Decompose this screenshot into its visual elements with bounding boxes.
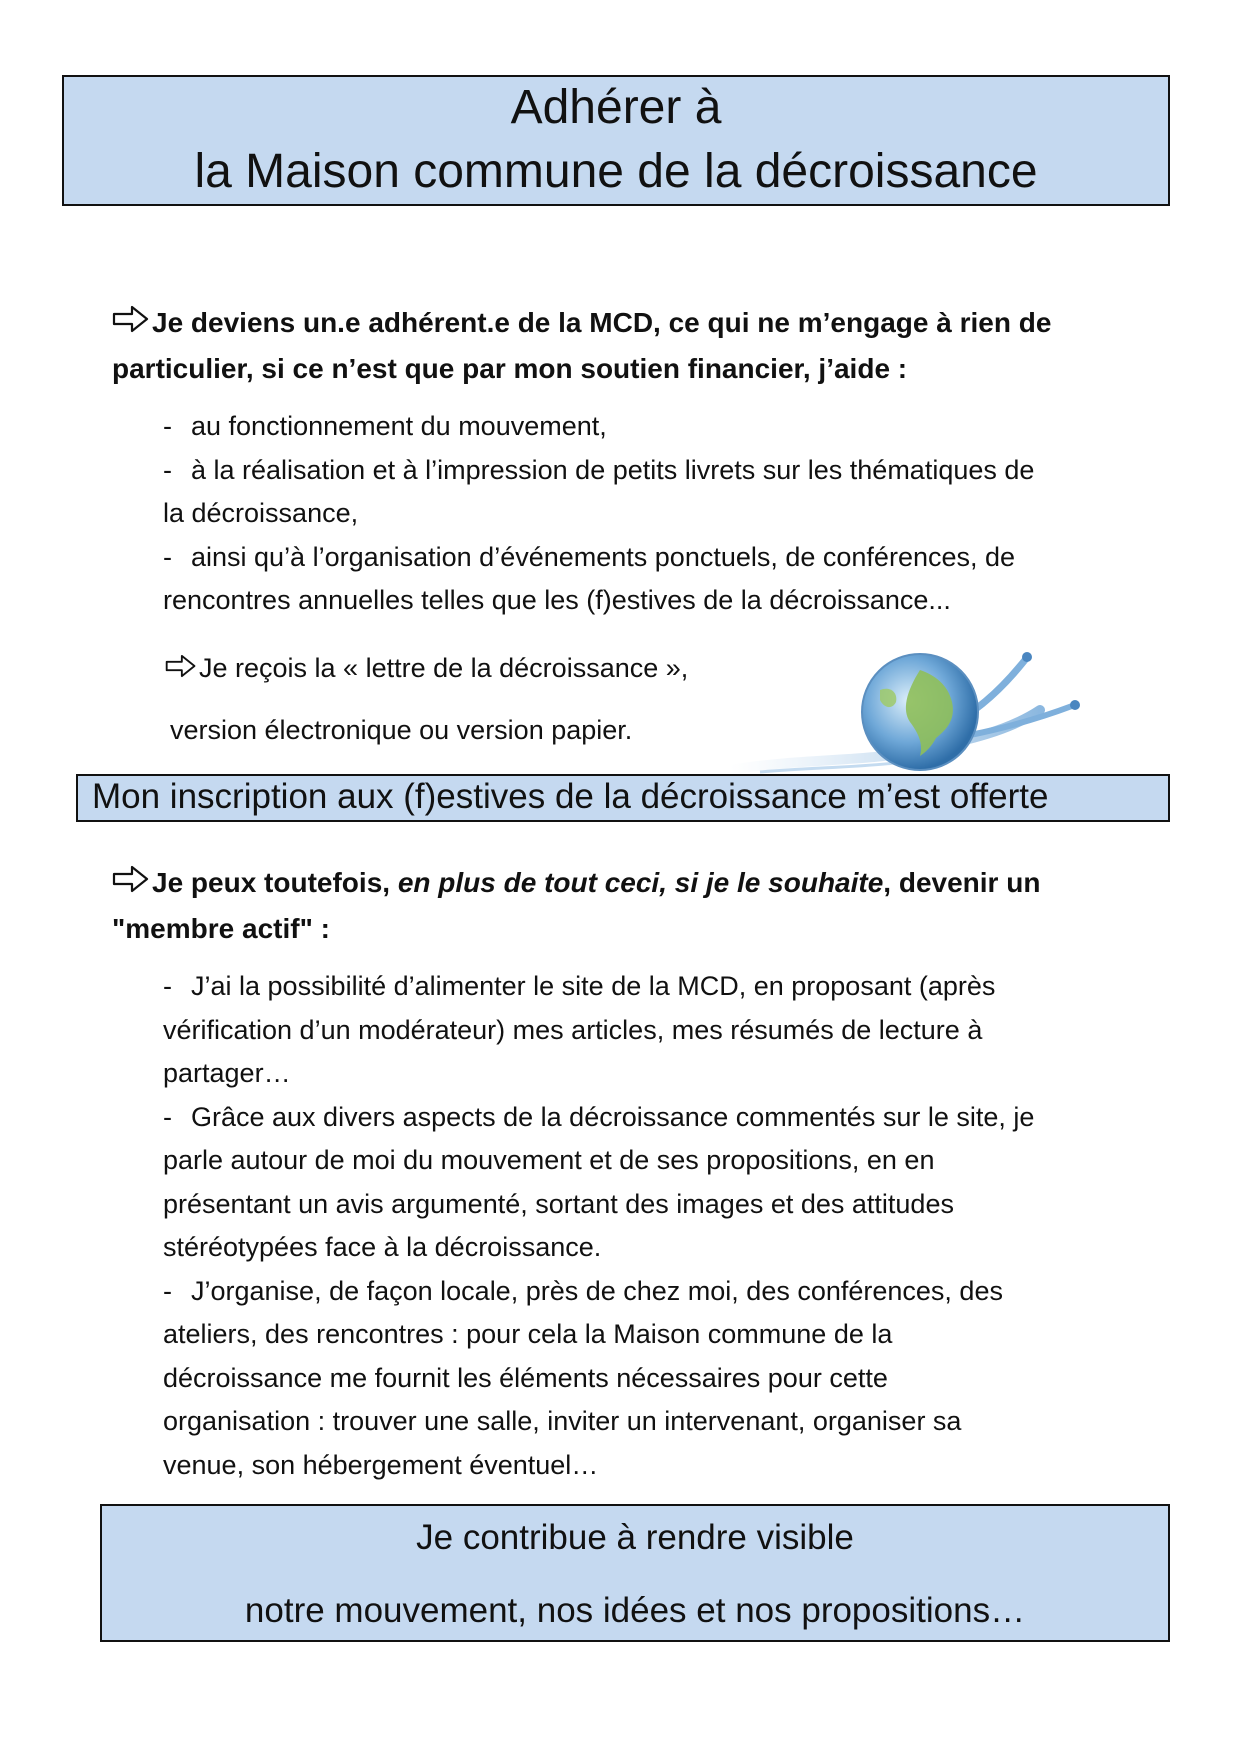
list-item: [163, 1270, 1158, 1488]
list-item: [163, 405, 1158, 449]
section2-intro: [112, 860, 1152, 952]
list-item-text: vérification d’un modérateur) mes articles, mes résumés de lecture à: [163, 1014, 983, 1045]
bottom-banner: [100, 1504, 1170, 1642]
section2-intro-italic: en plus de tout ceci, si je le souhaite: [397, 867, 884, 898]
section1-intro-line2: particulier, si ce n’est que par mon soutien financier, j’aide :: [112, 353, 908, 384]
list-item: [163, 1096, 1158, 1270]
list-item-text: J’organise, de façon locale, près de chez moi, des conférences, des: [191, 1275, 1003, 1306]
section1-intro: [112, 300, 1152, 392]
version-line: version électronique ou version papier.: [170, 715, 633, 745]
list-item-text: organisation : trouver une salle, inviter un intervenant, organiser sa: [163, 1406, 962, 1436]
list-dash: -: [163, 454, 172, 485]
offer-banner: Mon inscription aux (f)estives de la décroissance m’est offerte: [76, 774, 1170, 822]
section2-list: [163, 965, 1158, 1487]
list-item-text: parle autour de moi du mouvement et de ses propositions, en en: [163, 1145, 935, 1175]
list-dash: -: [163, 1101, 172, 1132]
list-dash: -: [163, 411, 172, 441]
list-item-text: à la réalisation et à l’impression de petits livrets sur les thématiques de: [191, 454, 1035, 485]
list-dash: -: [163, 541, 172, 572]
list-item-text: ainsi qu’à l’organisation d’événements ponctuels, de conférences, de: [191, 541, 1016, 572]
section2-intro-line2: "membre actif" :: [112, 913, 330, 944]
bottom-banner-line-1: Je contribue à rendre visible: [416, 1518, 854, 1557]
right-arrow-outline-icon: [165, 653, 197, 679]
list-item-text: J’ai la possibilité d’alimenter le site de la MCD, en proposant (après: [191, 971, 996, 1001]
section1-list: [163, 405, 1158, 623]
lettre-text: Je reçois la « lettre de la décroissance »,: [199, 653, 689, 683]
snail-globe-logo: [720, 630, 1100, 780]
list-item-text: décroissance me fournit les éléments nécessaires pour cette: [163, 1362, 888, 1393]
section2-intro-bold2: , devenir un: [883, 867, 1041, 898]
lettre-line: [165, 650, 688, 686]
list-dash: -: [163, 1275, 172, 1306]
list-item-text: au fonctionnement du mouvement,: [191, 411, 607, 441]
right-arrow-outline-icon: [112, 304, 150, 334]
title-banner: [62, 75, 1170, 206]
section2-intro-bold1: Je peux toutefois,: [152, 867, 398, 898]
list-item-text: Grâce aux divers aspects de la décroissance commentés sur le site, je: [191, 1101, 1035, 1132]
list-dash: -: [163, 971, 172, 1001]
right-arrow-outline-icon: [112, 864, 150, 894]
list-item-text: rencontres annuelles telles que les (f)estives de la décroissance...: [163, 585, 951, 615]
section1-intro-line1: Je deviens un.e adhérent.e de la MCD, ce qui ne m’engage à rien de: [152, 307, 1052, 338]
list-item-text: la décroissance,: [163, 498, 359, 528]
list-item-text: venue, son hébergement éventuel…: [163, 1449, 599, 1480]
list-item: [163, 965, 1158, 1096]
bottom-banner-line-2: notre mouvement, nos idées et nos propositions…: [244, 1591, 1026, 1630]
list-item-text: partager…: [163, 1058, 291, 1088]
list-item-text: présentant un avis argumenté, sortant des images et des attitudes: [163, 1188, 954, 1219]
list-item: [163, 449, 1158, 536]
title-line-2: la Maison commune de la décroissance: [194, 145, 1038, 198]
title-line-1: Adhérer à: [510, 81, 722, 134]
list-item: [163, 536, 1158, 623]
list-item-text: ateliers, des rencontres : pour cela la Maison commune de la: [163, 1319, 893, 1349]
list-item-text: stéréotypées face à la décroissance.: [163, 1232, 602, 1262]
